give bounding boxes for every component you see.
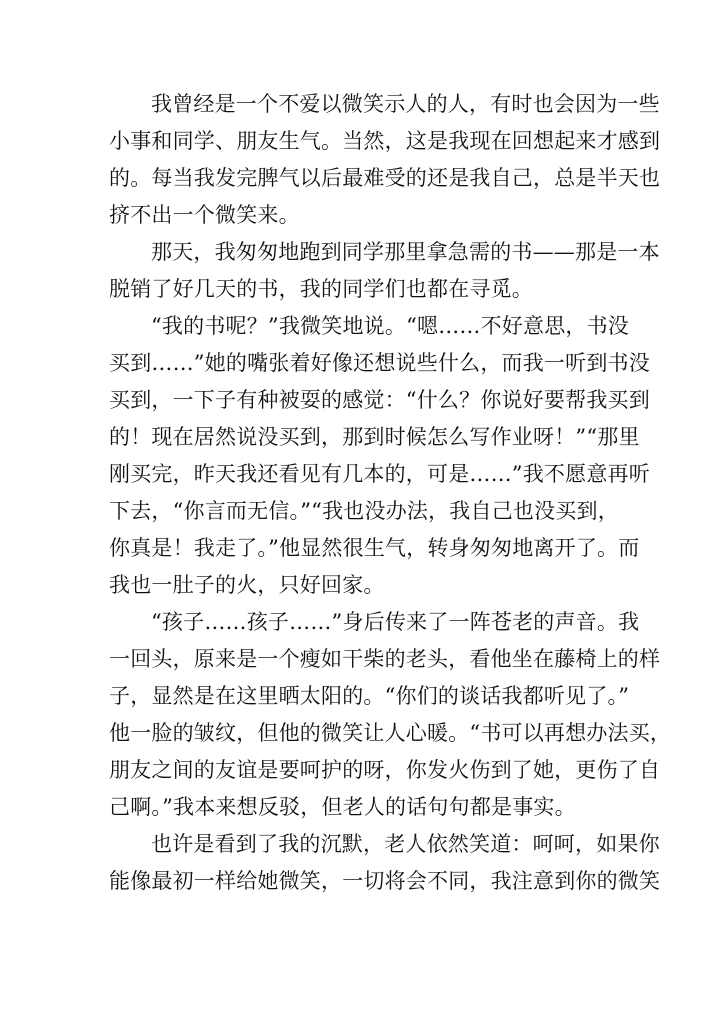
paragraph-2 <box>109 234 660 308</box>
text-line: 他一脸的皱纹，但他的微笑让人心暖。“书可以再想办法买， <box>109 721 672 745</box>
text-line: 朋友之间的友谊是要呵护的呀，你发火伤到了她，更伤了自 <box>109 758 661 782</box>
text-line: 我也一肚子的火，只好回家。 <box>109 573 385 597</box>
text-line: 也许是看到了我的沉默，老人依然笑道：呵呵，如果你 <box>151 832 660 856</box>
text-line: 刚买完，昨天我还看见有几本的，可是……”我不愿意再听 <box>109 462 650 486</box>
paragraph-3 <box>109 308 650 604</box>
text-line: 能像最初一样给她微笑，一切将会不同，我注意到你的微笑 <box>109 869 661 893</box>
paragraph-1 <box>109 86 661 234</box>
document-body <box>109 86 672 900</box>
text-line: 挤不出一个微笑来。 <box>109 203 300 227</box>
text-line: 子，显然是在这里晒太阳的。“你们的谈话我都听见了。” <box>109 684 630 708</box>
text-line: 那天，我匆匆地跑到同学那里拿急需的书——那是一本 <box>151 240 660 264</box>
text-line: 的。每当我发完脾气以后最难受的还是我自己，总是半天也 <box>109 166 661 190</box>
text-line: 买到……”她的嘴张着好像还想说些什么，而我一听到书没 <box>109 351 650 375</box>
text-line: 脱销了好几天的书，我的同学们也都在寻觅。 <box>109 277 533 301</box>
text-line: 买到，一下子有种被耍的感觉：“什么？你说好要帮我买到 <box>109 388 650 412</box>
text-line: “我的书呢？”我微笑地说。“嗯……不好意思，书没 <box>151 314 630 338</box>
text-line: 你真是！我走了。”他显然很生气，转身匆匆地离开了。而 <box>109 536 640 560</box>
text-line: 一回头，原来是一个瘦如干柴的老头，看他坐在藤椅上的样 <box>109 647 661 671</box>
text-line: 下去，“你言而无信。”“我也没办法，我自己也没买到， <box>109 499 619 523</box>
text-line: 小事和同学、朋友生气。当然，这是我现在回想起来才感到 <box>109 129 661 153</box>
text-line: 己啊。”我本来想反驳，但老人的话句句都是事实。 <box>109 795 576 819</box>
text-line: 我曾经是一个不爱以微笑示人的人，有时也会因为一些 <box>151 92 660 116</box>
paragraph-4 <box>109 604 672 826</box>
text-line: “孩子……孩子……”身后传来了一阵苍老的声音。我 <box>151 610 640 634</box>
text-line: 的！现在居然说没买到，那到时候怎么写作业呀！”“那里 <box>109 425 640 449</box>
paragraph-5 <box>109 826 661 900</box>
